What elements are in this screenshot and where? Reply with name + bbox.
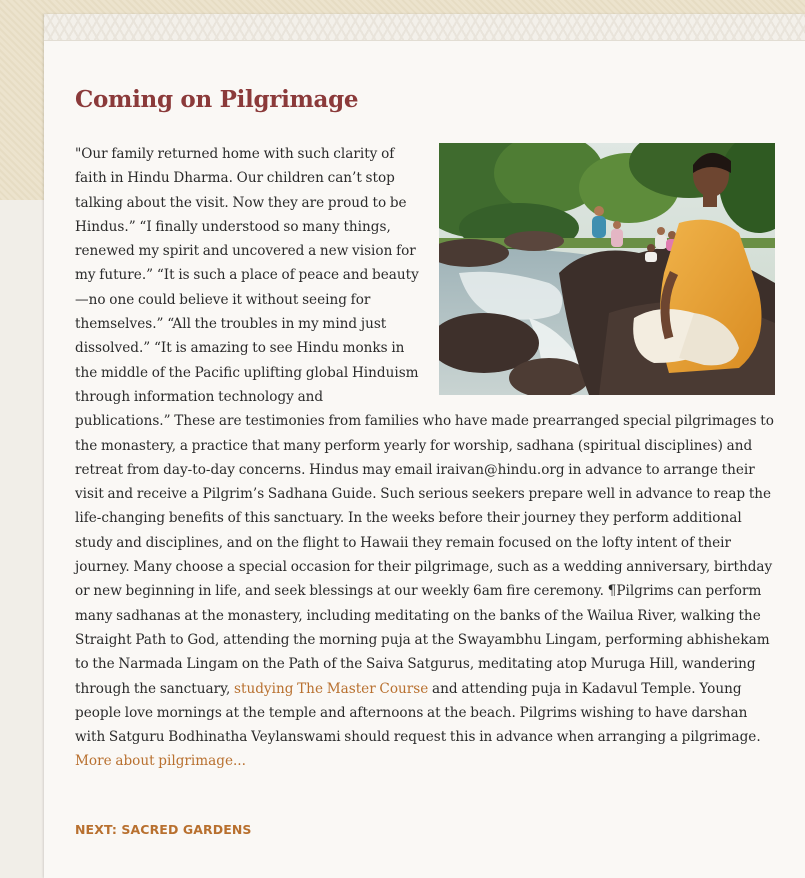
article-body xyxy=(75,142,775,774)
page-title: Coming on Pilgrimage xyxy=(75,86,359,113)
next-sacred-gardens-link[interactable]: NEXT: SACRED GARDENS xyxy=(75,822,252,837)
pilgrimage-photo xyxy=(439,143,775,395)
master-course-link[interactable]: studying The Master Course xyxy=(234,680,429,697)
photo-river-meditation-icon xyxy=(439,143,775,395)
decorative-border xyxy=(44,14,805,41)
article-text-continued: and attending puja in Kadavul Temple. Young people love mornings at the temple and afternoons at the beach. Pilgrims wishing to have darshan with Satguru Bodhinatha Veylanswami should request this in advance when arranging a pilgrimage. xyxy=(75,680,761,746)
article-text: "Our family returned home with such clarity of faith in Hindu Dharma. Our children can’t stop talking about the visit. Now they are proud to be Hindus.” “I finally understood so many things, renewed my spirit and uncovered a new vision for my future.” “It is such a place of peace and beauty—no one could believe it without seeing for themselves.” “All the troubles in my mind just dissolved.” “It is amazing to see Hindu monks in the middle of the Pacific uplifting global Hinduism through information technology and publications.” These are testimonies from families who have made prearranged special pilgrimages to the monastery, a practice that many perform yearly for worship, sadhana (spiritual disciplines) and retreat from day-to-day concerns. Hindus may email iraivan@hindu.org in advance to arrange their visit and receive a Pilgrim’s Sadhana Guide. Such serious seekers prepare well in advance to reap the life-changing benefits of this sanctuary. In the weeks before their journey they perform additional study and disciplines, and on the flight to Hawaii they remain focused on the lofty intent of their journey. Many choose a special occasion for their pilgrimage, such as a wedding anniversary, birthday or new beginning in life, and seek blessings at our weekly 6am fire ceremony. ¶Pilgrims can perform many sadhanas at the monastery, including meditating on the banks of the Wailua River, walking the Straight Path to God, attending the morning puja at the Swayambhu Lingam, performing abhishekam to the Narmada Lingam on the Path of the Saiva Satgurus, meditating atop Muruga Hill, wandering through the sanctuary, xyxy=(75,146,774,697)
content-panel xyxy=(44,14,805,878)
more-about-pilgrimage-link[interactable]: More about pilgrimage... xyxy=(75,753,246,770)
